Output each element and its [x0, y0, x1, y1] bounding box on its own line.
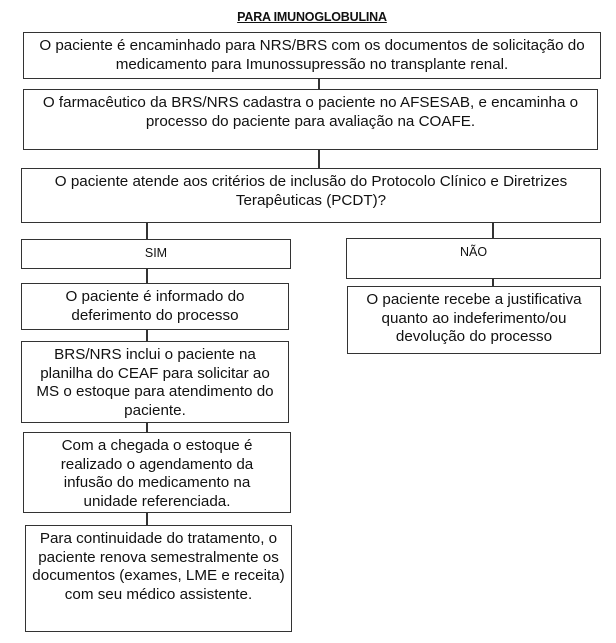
flow-yes-step-ceaf: [21, 341, 289, 423]
flow-no-step-justification: [347, 286, 601, 354]
connector-decision-no: [492, 222, 494, 238]
flow-branch-no-label: NÃO: [459, 245, 488, 259]
connector-yes-yes1: [146, 268, 148, 283]
flow-branch-yes: [21, 239, 291, 269]
connector-yes2-yes3: [146, 422, 148, 432]
flow-decision-pcdt: [21, 168, 601, 223]
flow-yes-step-scheduling-text: Com a chegada o estoque é realizado o agendamento da infusão do medicamento na unidade referenciada.: [60, 437, 254, 510]
diagram-title: PARA IMUNOGLOBULINA: [237, 10, 387, 24]
flow-branch-yes-label: SIM: [144, 246, 168, 260]
flow-yes-step-ceaf-text: BRS/NRS inclui o paciente na planilha do CEAF para solicitar ao MS o estoque para atendimento do paciente.: [36, 346, 274, 419]
flow-yes-step-informed-text: O paciente é informado do deferimento do processo: [65, 288, 245, 324]
flow-step-referral: [23, 32, 601, 79]
flow-step-referral-text: O paciente é encaminhado para NRS/BRS com os documentos de solicitação do medicamento para Imunossupressão no transplante renal.: [39, 37, 585, 73]
connector-no-no1: [492, 278, 494, 286]
connector-yes3-yes4: [146, 512, 148, 525]
flow-yes-step-informed: [21, 283, 289, 330]
flow-step-registration-text: O farmacêutico da BRS/NRS cadastra o paciente no AFSESAB, e encaminha o processo do paciente para avaliação na COAFE.: [42, 94, 579, 130]
flow-branch-no: [346, 238, 601, 279]
flow-step-registration: [23, 89, 598, 150]
flow-yes-step-renewal: [25, 525, 292, 632]
connector-decision-yes: [146, 222, 148, 239]
connector-step2-decision: [318, 149, 320, 168]
connector-yes1-yes2: [146, 329, 148, 341]
flow-yes-step-scheduling: [23, 432, 291, 513]
flow-yes-step-renewal-text: Para continuidade do tratamento, o paciente renova semestralmente os documentos (exames, LME e receita) com seu médico assistente.: [32, 530, 285, 603]
flow-decision-pcdt-text: O paciente atende aos critérios de inclusão do Protocolo Clínico e Diretrizes Terapêuticas (PCDT)?: [54, 173, 568, 209]
flow-no-step-justification-text: O paciente recebe a justificativa quanto ao indeferimento/ou devolução do processo: [366, 291, 582, 345]
connector-step1-step2: [318, 78, 320, 89]
